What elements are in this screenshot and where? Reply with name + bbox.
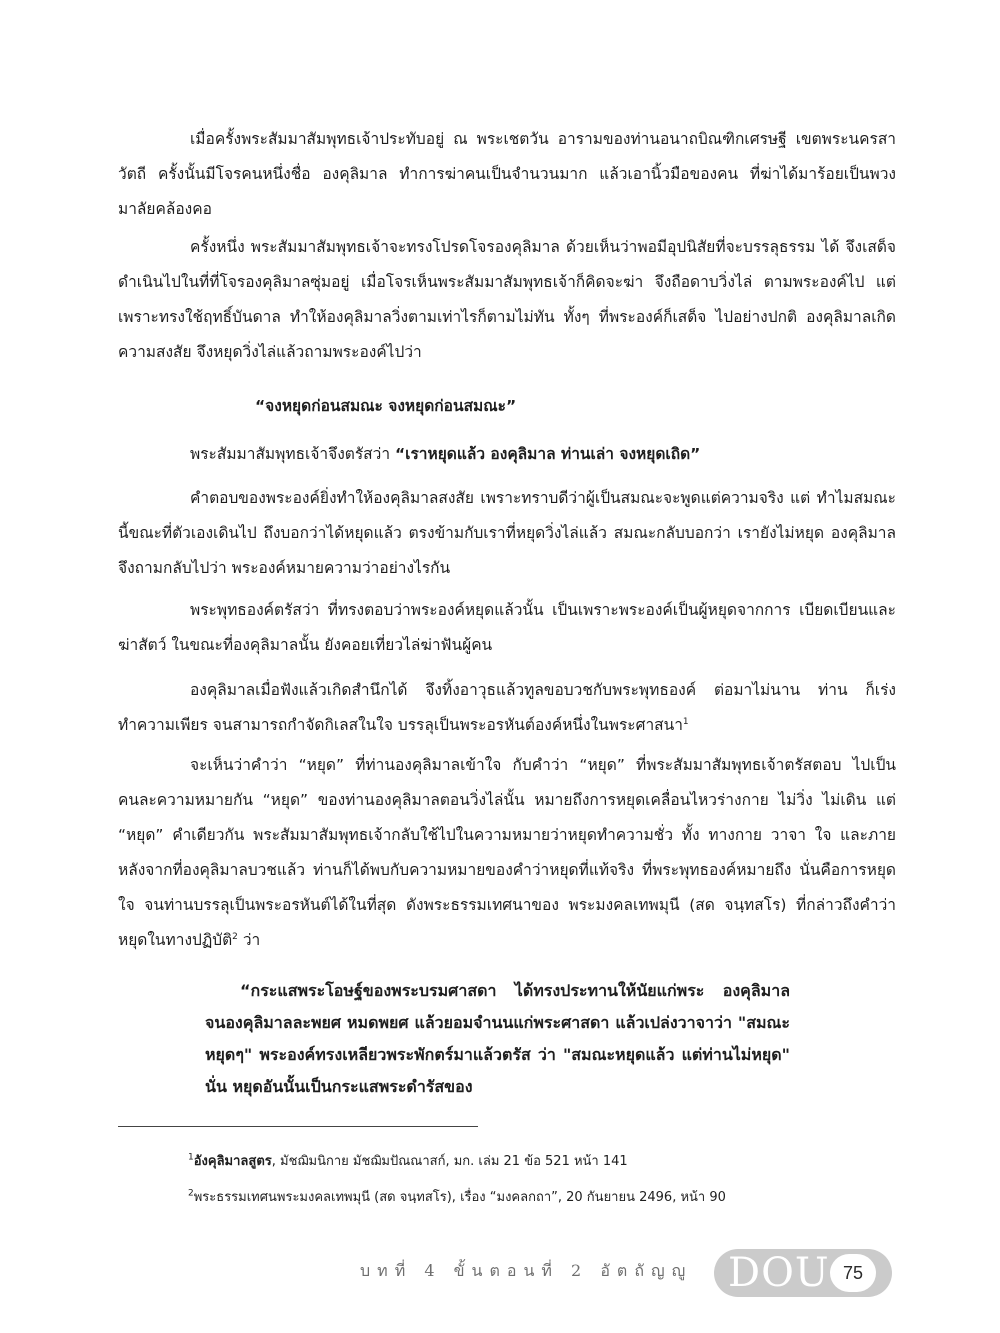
paragraph-7: องคุลิมาลเมื่อฟังแล้วเกิดสำนึกได้ จึงทิ้งอาวุธแล้วทูลขอบวชกับพระพุทธองค์ ต่อมาไม่นาน ท่าน ก็เร่งทำความเพียร จนสามารถกำจัดกิเลสในใจ บรรลุเป็นพระอรหันต์องค์หนึ่งในพระศาสนา$^1$ bbox=[118, 681, 896, 734]
paragraph-1: เมื่อครั้งพระสัมมาสัมพุทธเจ้าประทับอยู่ ณ พระเชตวัน อารามของท่านอนาถบิณฑิกเศรษฐี เขตพระนครสาวัตถี ครั้งนั้นมีโจรคนหนึ่งชื่อ องคุลิมาล ทำการฆ่าคนเป็นจำนวนมาก แล้วเอานิ้วมือของคน ที่ฆ่าได้มาร้อยเป็นพวงมาลัยคล้องคอ bbox=[118, 130, 896, 218]
footnote-1: $^1$อังคุลิมาลสูตร, มัชฌิมนิกาย มัชฌิมปัณณาสก์, มก. เล่ม 21 ข้อ 521 หน้า 141 bbox=[188, 1152, 628, 1169]
footnote-ref-2[interactable]: 2 bbox=[232, 931, 238, 942]
paragraph-6: พระพุทธองค์ตรัสว่า ที่ทรงตอบว่าพระองค์หยุดแล้วนั้น เป็นเพราะพระองค์เป็นผู้หยุดจากการ เบียดเบียนและฆ่าสัตว์ ในขณะที่องคุลิมาลนั้น ยังคอยเที่ยวไล่ฆ่าฟันผู้คน bbox=[118, 601, 896, 654]
paragraph-3-shout: “จงหยุดก่อนสมณะ จงหยุดก่อนสมณะ” bbox=[255, 397, 517, 415]
chapter-running-footer: บทที่ 4 ขั้นตอนที่ 2 อัตถัญญู bbox=[360, 1261, 693, 1280]
paragraph-2: ครั้งหนึ่ง พระสัมมาสัมพุทธเจ้าจะทรงโปรดโจรองคุลิมาล ด้วยเห็นว่าพอมีอุปนิสัยที่จะบรรลุธรรม ได้ จึงเสด็จดำเนินไปในที่ที่โจรองคุลิมาลซุ่มอยู่ เมื่อโจรเห็นพระสัมมาสัมพุทธเจ้าก็คิดจะฆ่า จึงถือดาบวิ่งไล่ ตามพระองค์ไป แต่เพราะทรงใช้ฤทธิ์บันดาล ทำให้องคุลิมาลวิ่งตามเท่าไรก็ตามไม่ทัน ทั้งๆ ที่พระองค์ก็เสด็จ ไปอย่างปกติ องคุลิมาลเกิดความสงสัย จึงหยุดวิ่งไล่แล้วถามพระองค์ไปว่า bbox=[118, 238, 896, 361]
footnote-2: $^2$พระธรรมเทศนพระมงคลเทพมุนี (สด จนฺทสโร), เรื่อง “มงคลกถา”, 20 กันยายน 2496, หน้า 90 bbox=[188, 1188, 726, 1205]
reply-quote: “เราหยุดแล้ว องคุลิมาล ท่านเล่า จงหยุดเถิด” bbox=[394, 445, 701, 463]
footnote-ref-1[interactable]: 1 bbox=[682, 716, 689, 727]
dou-logo: DOU bbox=[728, 1250, 830, 1296]
paragraph-8: จะเห็นว่าคำว่า “หยุด” ที่ท่านองคุลิมาลเข้าใจ กับคำว่า “หยุด” ที่พระสัมมาสัมพุทธเจ้าตรัสตอบ ไปเป็นคนละความหมายกัน “หยุด” ของท่านองคุลิมาลตอนวิ่งไล่นั้น หมายถึงการหยุดเคลื่อนไหวร่างกาย ไม่วิ่ง ไม่เดิน แต่ “หยุด” คำเดียวกัน พระสัมมาสัมพุทธเจ้ากลับใช้ไปในความหมายว่าหยุดทำความชั่ว ทั้ง ทางกาย วาจา ใจ และภายหลังจากที่องคุลิมาลบวชแล้ว ท่านก็ได้พบกับความหมายของคำว่าหยุดที่แท้จริง ที่พระพุทธองค์หมายถึง นั่นคือการหยุดใจ จนท่านบรรลุเป็นพระอรหันต์ได้ในที่สุด ดังพระธรรมเทศนาของ พระมงคลเทพมุนี (สด จนฺทสโร) ที่กล่าวถึงคำว่าหยุดในทางปฏิบัติ$^2$ ว่า bbox=[118, 756, 896, 949]
page-number: 75 bbox=[830, 1254, 876, 1292]
block-quote: “กระแสพระโอษฐ์ของพระบรมศาสดา ได้ทรงประทานให้นัยแก่พระ องคุลิมาล จนองคุลิมาลละพยศ หมดพยศ แล้วยอมจำนนแก่พระศาสดา แล้วเปล่งวาจาว่า "สมณะหยุดๆ" พระองค์ทรงเหลียวพระพักตร์มาแล้วตรัส ว่า "สมณะหยุดแล้ว แต่ท่านไม่หยุด" นั่น หยุดอันนั้นเป็นกระแสพระดำรัสของ bbox=[205, 981, 790, 1096]
paragraph-5: คำตอบของพระองค์ยิ่งทำให้องคุลิมาลสงสัย เพราะทราบดีว่าผู้เป็นสมณะจะพูดแต่ความจริง แต่ ทำไมสมณะนี้ขณะที่ตัวเองเดินไป ถึงบอกว่าได้หยุดแล้ว ตรงข้ามกับเราที่หยุดวิ่งไล่แล้ว สมณะกลับบอกว่า เรายังไม่หยุด องคุลิมาลจึงถามกลับไปว่า พระองค์หมายความว่าอย่างไรกัน bbox=[118, 489, 896, 577]
footnote-divider bbox=[118, 1126, 478, 1127]
paragraph-4-reply: พระสัมมาสัมพุทธเจ้าจึงตรัสว่า “เราหยุดแล้ว องคุลิมาล ท่านเล่า จงหยุดเถิด” bbox=[190, 445, 701, 463]
